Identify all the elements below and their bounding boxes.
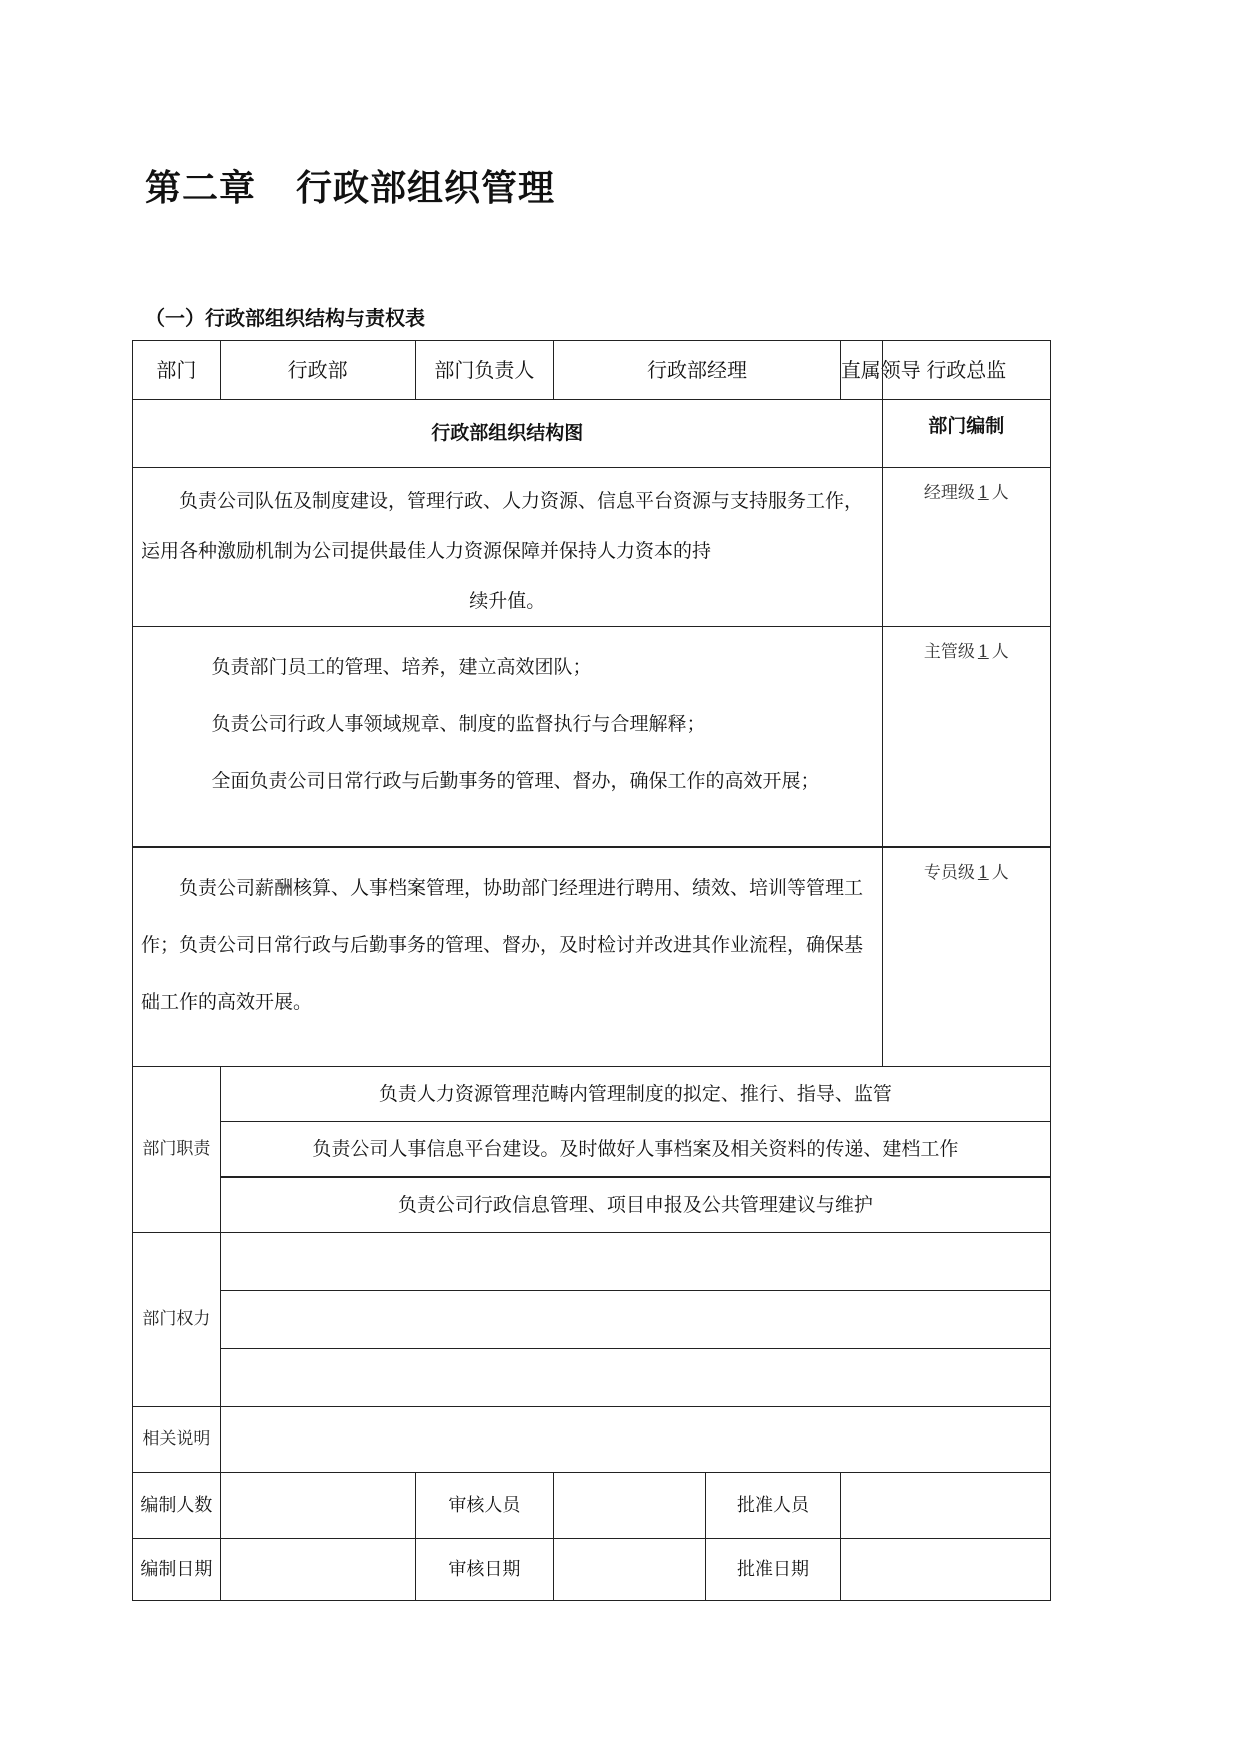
power-item [220, 1349, 1050, 1407]
head-label: 部门负责人 [415, 341, 554, 400]
role-row-manager [133, 468, 1051, 627]
staffing-count: 主管级 1 人 [882, 627, 1050, 847]
section-title: （一）行政部组织结构与责权表 [145, 306, 425, 330]
dept-value: 行政部 [220, 341, 415, 400]
header-row [133, 341, 1051, 400]
notes-row [133, 1407, 1051, 1473]
staffing-title: 部门编制 [882, 400, 1050, 468]
role-description [133, 627, 883, 847]
approve-date-value [840, 1539, 1050, 1601]
staffing-number: 1 [977, 862, 989, 883]
duty-row [133, 1067, 1051, 1122]
chapter-name: 行政部组织管理 [296, 167, 556, 209]
staffing-number: 1 [977, 483, 989, 503]
review-date-value [554, 1539, 706, 1601]
power-row [133, 1291, 1051, 1349]
role-description: 负责公司队伍及制度建设，管理行政、人力资源、信息平台资源与支持服务工作，运用各种激励机制为公司提供最佳人力资源保障并保持人力资本的持 续升值。 [133, 468, 883, 627]
power-item [220, 1291, 1050, 1349]
leader-value: 行政总监 [882, 341, 1050, 400]
notes-value [220, 1407, 1050, 1473]
signoff-row [133, 1473, 1051, 1539]
power-item [220, 1233, 1050, 1291]
role-row-supervisor [133, 627, 1051, 847]
head-value: 行政部经理 [554, 341, 841, 400]
responsibility-table [132, 340, 1051, 1601]
duty-row [133, 1177, 1051, 1233]
duty-line: 负责公司行政人事领域规章、制度的监督执行与合理解释； [211, 713, 706, 735]
duties-label: 部门职责 [133, 1067, 221, 1233]
compile-count-label: 编制人数 [133, 1473, 221, 1539]
dept-label: 部门 [133, 341, 221, 400]
duty-row [133, 1122, 1051, 1178]
powers-label: 部门权力 [133, 1233, 221, 1407]
chapter-number: 第二章 [145, 167, 257, 209]
staffing-count: 经理级 1 人 [882, 468, 1050, 627]
duty-line: 负责部门员工的管理、培养，建立高效团队； [211, 656, 592, 678]
role-row-specialist [133, 847, 1051, 1067]
date-row [133, 1539, 1051, 1601]
org-chart-row [133, 400, 1051, 468]
review-person-label: 审核人员 [415, 1473, 554, 1539]
role-description: 负责公司薪酬核算、人事档案管理，协助部门经理进行聘用、绩效、培训等管理工作；负责公司日常行政与后勤事务的管理、督办，及时检讨并改进其作业流程，确保基础工作的高效开展。 [133, 847, 883, 1067]
duty-item: 负责公司人事信息平台建设。及时做好人事档案及相关资料的传递、建档工作 [220, 1122, 1050, 1178]
approve-person-label: 批准人员 [706, 1473, 841, 1539]
compile-date-value [220, 1539, 415, 1601]
duty-item: 负责人力资源管理范畴内管理制度的拟定、推行、指导、监管 [220, 1067, 1050, 1122]
staffing-number: 1 [977, 642, 989, 662]
approve-date-label: 批准日期 [706, 1539, 841, 1601]
power-row [133, 1233, 1051, 1291]
approve-person-value [840, 1473, 1050, 1539]
compile-date-label: 编制日期 [133, 1539, 221, 1601]
compile-count-value [220, 1473, 415, 1539]
duty-item: 负责公司行政信息管理、项目申报及公共管理建议与维护 [220, 1177, 1050, 1233]
staffing-count: 专员级 1 人 [882, 847, 1050, 1067]
chapter-title [145, 160, 555, 211]
org-chart-title: 行政部组织结构图 [133, 400, 883, 468]
leader-label: 直属领导 [840, 341, 882, 400]
duty-line: 全面负责公司日常行政与后勤事务的管理、督办，确保工作的高效开展； [211, 770, 820, 792]
review-date-label: 审核日期 [415, 1539, 554, 1601]
review-person-value [554, 1473, 706, 1539]
power-row [133, 1349, 1051, 1407]
notes-label: 相关说明 [133, 1407, 221, 1473]
